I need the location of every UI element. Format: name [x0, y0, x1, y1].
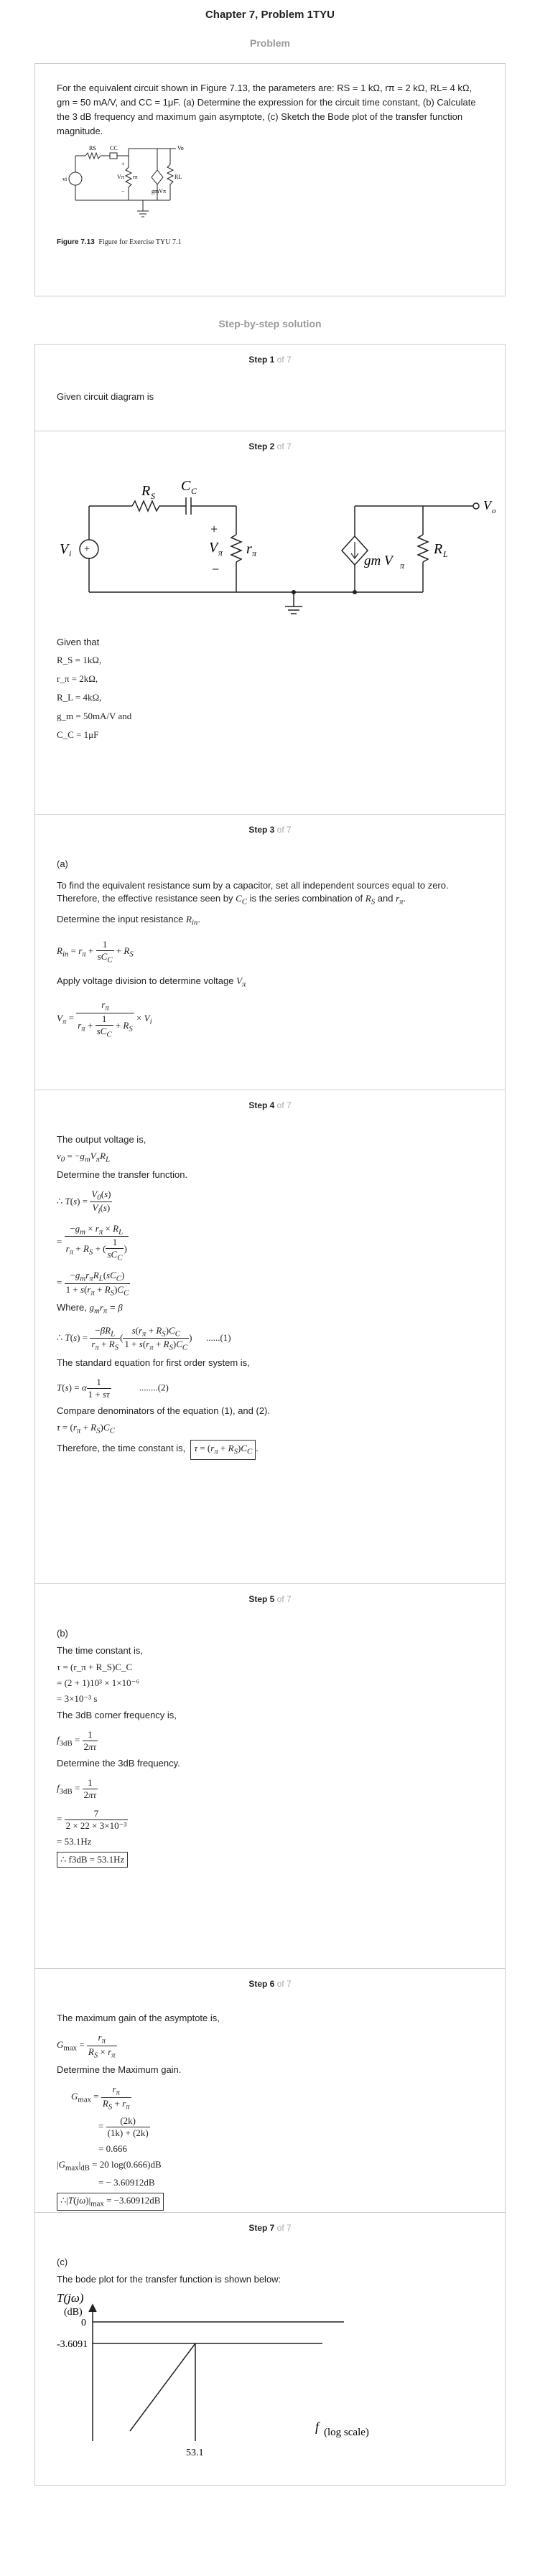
step-4-text-1: The output voltage is, [57, 1134, 146, 1145]
step-7-of: of 7 [276, 2223, 292, 2233]
step-3-text-3: Apply voltage division to determine voltage $V_\pi$ [57, 975, 246, 989]
bode-xlabel: f [315, 2420, 320, 2434]
bode-yunit: (dB) [64, 2307, 83, 2318]
rl-sub: L [443, 549, 448, 559]
step-3-text-2: Determine the input resistance $R_{in}$. [57, 913, 200, 927]
src-minus: − [85, 553, 90, 563]
chapter-title: Chapter 7, Problem 1TYU [205, 9, 335, 21]
vpi-minus: − [212, 562, 220, 576]
vpi-equation: $V_\pi$ = $r_\pi$ $r_\pi$ + $\frac{1}{sC_C}$ + $R_S$ × $V_i$ [57, 999, 152, 1039]
fig-gm-label: gmVπ [152, 188, 167, 195]
step-5-line-1: τ = (r_π + R_S)C_C [57, 1662, 133, 1672]
gm-label: gm V [364, 553, 393, 568]
fig-rpi-label: rπ [133, 174, 138, 180]
figure-caption [57, 238, 485, 246]
step-6-of: of 7 [276, 1979, 292, 1989]
given-cc: C_C = 1μF [57, 729, 99, 740]
problem-figure [57, 143, 243, 229]
step-6-text-1: The maximum gain of the asymptote is, [57, 2013, 220, 2023]
given-rs: R_S = 1kΩ, [57, 655, 102, 665]
step-3-label: Step 3 [248, 825, 275, 835]
rs-label: R [141, 483, 151, 499]
problem-box [34, 63, 506, 296]
rpi-sub: π [252, 548, 257, 558]
gm-sub: π [400, 561, 405, 571]
given-gm: g_m = 50mA/V and [57, 711, 132, 721]
step-6-text-2: Determine the Maximum gain. [57, 2064, 182, 2076]
tf-step-2: = $\frac{-g_mr_\pi R_L(sC_C)}{1 + s(r_\pi + R_S)C_C}$ [57, 1269, 129, 1298]
fig-vi-label: vi [62, 176, 68, 182]
step-3-text-1: To find the equivalent resistance sum by a capacitor, set all independent sources equal to zero. Therefore, the effective resistance seen by $C_C$ is the series combination of $R_S$ and $r_\pi$. [57, 880, 449, 907]
fig-rl-label: RL [174, 174, 182, 180]
step-5-text-3: Determine the 3dB frequency. [57, 1758, 180, 1769]
f3db-calc: = $\frac{7}{\text{2 × 22 × 3×10⁻³}}$ [57, 1808, 127, 1831]
step-5-line-4: = 53.1Hz [57, 1836, 92, 1847]
std-equation: T(s) = α $\frac{1}{1 + s\tau}$ ........(2) [57, 1376, 169, 1400]
step-2-circuit [50, 456, 509, 628]
step-2-of: of 7 [276, 441, 292, 451]
cc-sub: C [191, 486, 197, 496]
step-1-text: Given circuit diagram is [57, 391, 154, 402]
step-5-text-2: The 3dB corner frequency is, [57, 1710, 177, 1720]
step-3-of: of 7 [276, 825, 292, 835]
step-6 [34, 1969, 506, 2213]
vi-sub: i [69, 548, 72, 558]
f3db-def: $f_{3dB}$ = $\frac{1}{2\pi\tau}$ [57, 1729, 97, 1752]
step-1-of: of 7 [276, 355, 292, 365]
given-title: Given that [57, 637, 100, 647]
bode-xtick: 53.1 [186, 2448, 204, 2458]
step-4 [34, 1090, 506, 1584]
step-6-line-3: = − 3.60912dB [98, 2176, 155, 2188]
vpi-label: V [209, 540, 218, 556]
vpi-sub: π [218, 548, 223, 558]
tf-final: ∴ T(s) = $\frac{-\beta R_L}{r_\pi + R_S}$ ( $\frac{s(r_\pi + R_S)C_C}{1 + s(r_\pi + R_S)C_C}$ ) ......(1) [57, 1324, 231, 1352]
step-5 [34, 1584, 506, 1969]
step-6-line-1: = 0.666 [98, 2143, 127, 2155]
step-4-text-5: Compare denominators of the equation (1), and (2). [57, 1405, 271, 1416]
step-1 [34, 344, 506, 431]
step-7-label: Step 7 [248, 2223, 275, 2233]
fig-vpi-label: Vπ [117, 174, 124, 180]
gmax-calc-2: = $\frac{(2k)}{(1k) + (2k)}$ [98, 2115, 149, 2139]
cc-label: C [181, 478, 191, 494]
vo-equation: $v_0 = -g_mV_\pi R_L$ [57, 1151, 111, 1164]
figure-label: Figure 7.13 [57, 238, 95, 246]
fig-plus: + [121, 161, 125, 167]
vo-label: V [483, 498, 491, 512]
step-5-part: (b) [57, 1628, 68, 1639]
f3db-def-2: $f_{3dB}$ = $\frac{1}{2\pi\tau}$ [57, 1777, 97, 1800]
tau-equation: $\tau = (r_\pi + R_S)C_C$ [57, 1421, 115, 1435]
step-5-text-1: The time constant is, [57, 1645, 143, 1656]
given-rpi: r_π = 2kΩ, [57, 673, 98, 684]
fig-rs-label: RS [89, 145, 96, 151]
step-5-line-3: = 3×10⁻³ s [57, 1693, 98, 1704]
step-4-label: Step 4 [248, 1100, 275, 1110]
step-4-text-6: Therefore, the time constant is, $\tau = (r_\pi + R_S)C_C$ . [57, 1440, 483, 1461]
gmax-calc-1: $G_{max}$ = $\frac{r_\pi}{R_S + r_\pi}$ [71, 2084, 130, 2112]
step-6-label: Step 6 [248, 1979, 275, 1989]
fig-minus: − [121, 188, 125, 195]
gmax-db: $|G_{max}|_{dB} = 20$ log(0.666)dB [57, 2159, 162, 2173]
vpi-plus: + [210, 522, 218, 536]
vo-sub: o [492, 507, 496, 515]
rs-sub: S [151, 491, 155, 501]
rpi-label: r [246, 541, 252, 557]
step-1-label: Step 1 [248, 355, 275, 365]
gmax-def: $G_{max}$ = $\frac{r_\pi}{R_S \times r_\pi}$ [57, 2032, 116, 2060]
step-4-where: Where, $g_mr_\pi = \beta$ [57, 1302, 123, 1316]
step-2-label: Step 2 [248, 441, 275, 451]
step-5-of: of 7 [276, 1594, 292, 1604]
step-6-answer: $\therefore|T(j\omega)|_{max} = -3.60912dB$ [57, 2193, 483, 2211]
tf-step-1: = $-g_m \times r_\pi \times R_L$ $r_\pi + R_S$ + ( $\frac{1}{sC_C}$ ) [57, 1222, 127, 1263]
step-4-text-2: Determine the transfer function. [57, 1168, 188, 1180]
vi-label: V [60, 541, 69, 557]
bode-y1: -3.6091 [57, 2339, 88, 2350]
bode-plot [57, 2290, 488, 2463]
step-7 [34, 2213, 506, 2486]
bode-y0: 0 [81, 2318, 86, 2328]
bode-ylabel: T(jω) [57, 2291, 84, 2305]
step-5-line-2: = (2 + 1)10³ × 1×10⁻⁶ [57, 1677, 140, 1688]
fig-vo-label: Vo [177, 145, 184, 151]
rl-label: R [434, 541, 443, 557]
figure-caption-text: Figure for Exercise TYU 7.1 [98, 238, 182, 246]
step-3-part: (a) [57, 858, 68, 869]
step-5-answer: ∴ f3dB = 53.1Hz [57, 1852, 483, 1868]
problem-heading: Problem [249, 37, 290, 49]
step-7-text-1: The bode plot for the transfer function is shown below: [57, 2274, 281, 2285]
src-plus: + [84, 544, 90, 555]
problem-text: For the equivalent circuit shown in Figure 7.13, the parameters are: RS = 1 kΩ, rπ = 2 kΩ, RL= 4 kΩ, gm = 50 mA/V, and CC = 1μF. (a) Determine the expression for the circuit time constant, (b) Calculate the 3 dB frequency and maximum gain asymptote, (c) Sketch the Bode plot of the transfer function magnitude. [57, 83, 476, 136]
tf-def: ∴ T(s) = $\frac{V_0(s)}{V_i(s)}$ [57, 1188, 111, 1216]
step-5-label: Step 5 [248, 1594, 275, 1604]
eq1-tag: ......(1) [205, 1331, 231, 1343]
step-3 [34, 815, 506, 1090]
given-rl: R_L = 4kΩ, [57, 692, 102, 703]
step-2 [34, 431, 506, 815]
fig-cc-label: CC [110, 145, 118, 151]
eq2-tag: ........(2) [139, 1382, 169, 1393]
step-7-part: (c) [57, 2257, 68, 2267]
step-4-of: of 7 [276, 1100, 292, 1110]
bode-xunit: (log scale) [324, 2427, 369, 2438]
step-4-text-4: The standard equation for first order system is, [57, 1357, 250, 1368]
rin-equation: $R_{in} = r_\pi$ + $\frac{1}{sC_C}$ + $R_S$ [57, 939, 134, 965]
solution-heading: Step-by-step solution [218, 318, 322, 329]
